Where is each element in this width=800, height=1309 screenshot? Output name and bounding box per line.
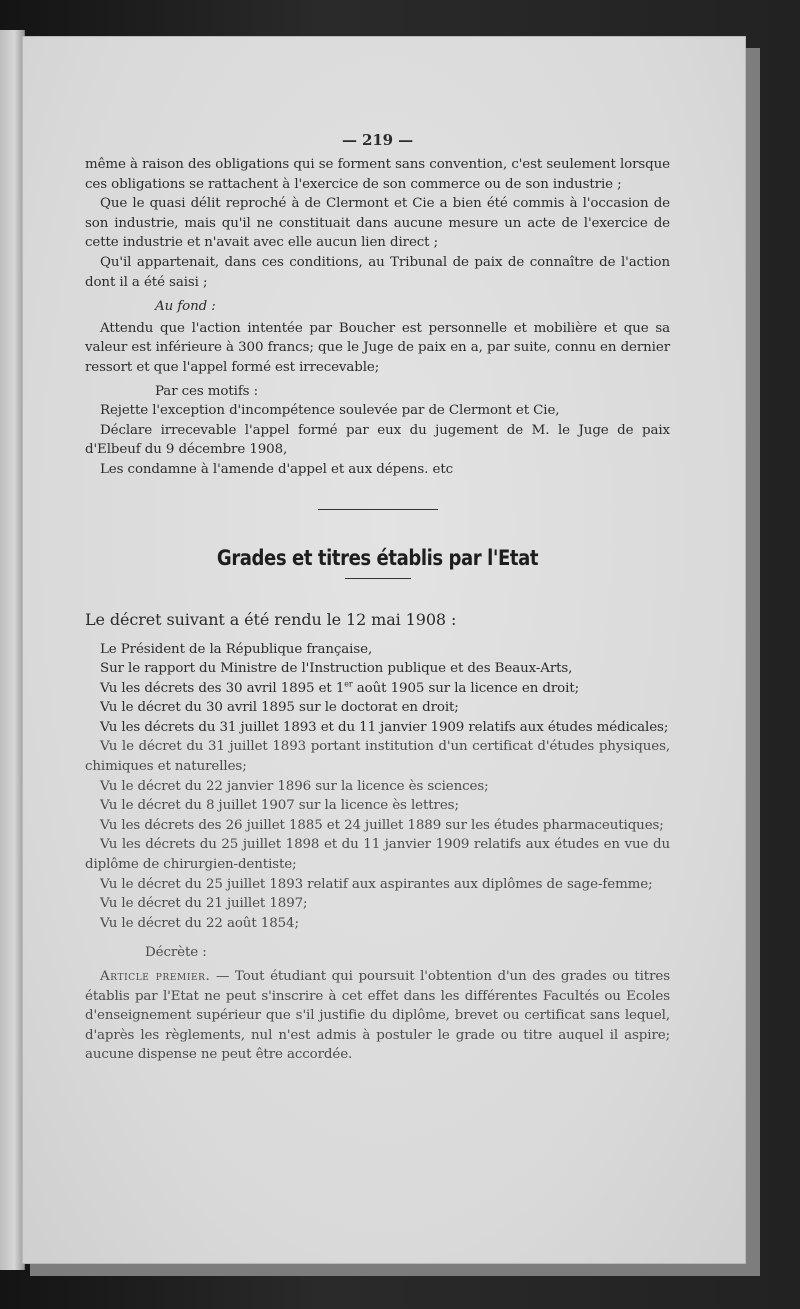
ordinal-superscript: er: [344, 679, 353, 689]
decree-visa-president: Le Président de la République française,: [100, 641, 373, 657]
paragraph-attendu: Attendu que l'action intentée par Boucher est personnelle et mobilière et que sa valeur est inférieure à 300 francs; que le Juge de paix en a, par suite, connu en dernier ressort et que l'appel formé est irrecevable;: [85, 320, 670, 375]
decree-visa-1897: Vu le décret du 21 juillet 1897;: [100, 896, 308, 912]
article-text: — Tout étudiant qui poursuit l'obtention d'un des grades ou titres établis par l'Etat ne peut s'inscrire à cet effet dans les différentes Facultés ou Ecoles d'enseignement supérieur que s'il justifie du diplôme, brevet ou certificat sans lequel, d'après les règlements, nul n'est admis à postuler le grade ou titre auquel il aspire; aucune dispense ne peut être accordée.: [85, 969, 670, 1063]
paragraph-quasi-delit: Que le quasi délit reproché à de Clermont et Cie a bien été commis à l'occasion de son industrie, mais qu'il ne constituait dans aucune mesure un acte de l'exercice de cette industrie et n'avait avec elle aucun lien direct ;: [85, 196, 670, 251]
decree-visa-doctorat: Vu le décret du 30 avril 1895 sur le doctorat en droit;: [100, 700, 459, 716]
paragraph-declare: Déclare irrecevable l'appel formé par eux du jugement de M. le Juge de paix d'Elbeuf du 9 décembre 1908,: [85, 422, 670, 458]
section-divider: [318, 509, 438, 510]
title-underline: [345, 578, 411, 579]
heading-decrete: Décrète :: [145, 945, 207, 961]
decree-visa-dentiste: Vu les décrets du 25 juillet 1898 et du 11 janvier 1909 relatifs aux études en vue du diplôme de chirurgien-dentiste;: [85, 837, 670, 873]
decree-visa-rapport: Sur le rapport du Ministre de l'Instruction publique et des Beaux-Arts,: [100, 661, 573, 677]
decree-visa-licence-droit: [85, 679, 670, 699]
page-number: — 219 —: [341, 131, 414, 149]
decree-lead: Le décret suivant a été rendu le 12 mai 1908 :: [85, 609, 457, 629]
paragraph-rejette: Rejette l'exception d'incompétence soulevée par de Clermont et Cie,: [100, 403, 560, 419]
paragraph-condamne: Les condamne à l'amende d'appel et aux dépens. etc: [100, 461, 454, 477]
decree-visa-pharmaceutiques: Vu les décrets des 26 juillet 1885 et 24 juillet 1889 sur les études pharmaceutiques;: [100, 817, 664, 833]
decree-visa-sage-femme: Vu le décret du 25 juillet 1893 relatif aux aspirantes aux diplômes de sage-femme;: [100, 876, 653, 892]
decree-visa-lettres: Vu le décret du 8 juillet 1907 sur la licence ès lettres;: [100, 798, 459, 814]
paragraph-obligations: même à raison des obligations qui se forment sans convention, c'est seulement lorsque ces obligations se rattachent à l'exercice de son commerce ou de son industrie ;: [85, 157, 670, 192]
page-content: [85, 129, 670, 1065]
decree-visa-physiques: Vu le décret du 31 juillet 1893 portant institution d'un certificat d'études physiques, chimiques et naturelles;: [85, 739, 670, 775]
subheading-au-fond: Au fond :: [155, 299, 216, 315]
visa-text-a: Vu les décrets des 30 avril 1895 et 1: [100, 680, 345, 696]
section-title: Grades et titres établis par l'Etat: [216, 545, 539, 570]
visa-text-b: août 1905 sur la licence en droit;: [352, 680, 580, 696]
decree-visa-medicales: Vu les décrets du 31 juillet 1893 et du 11 janvier 1909 relatifs aux études médicales;: [100, 719, 669, 735]
decree-visa-1854: Vu le décret du 22 août 1854;: [100, 915, 299, 931]
decree-visa-sciences: Vu le décret du 22 janvier 1896 sur la licence ès sciences;: [100, 778, 489, 794]
paragraph-tribunal: Qu'il appartenait, dans ces conditions, au Tribunal de paix de connaître de l'action dont il a été saisi ;: [85, 254, 670, 290]
heading-par-ces-motifs: Par ces motifs :: [155, 383, 259, 399]
article-label: Article premier.: [100, 969, 211, 984]
document-page: [22, 36, 746, 1264]
article-premier: [85, 967, 670, 1065]
